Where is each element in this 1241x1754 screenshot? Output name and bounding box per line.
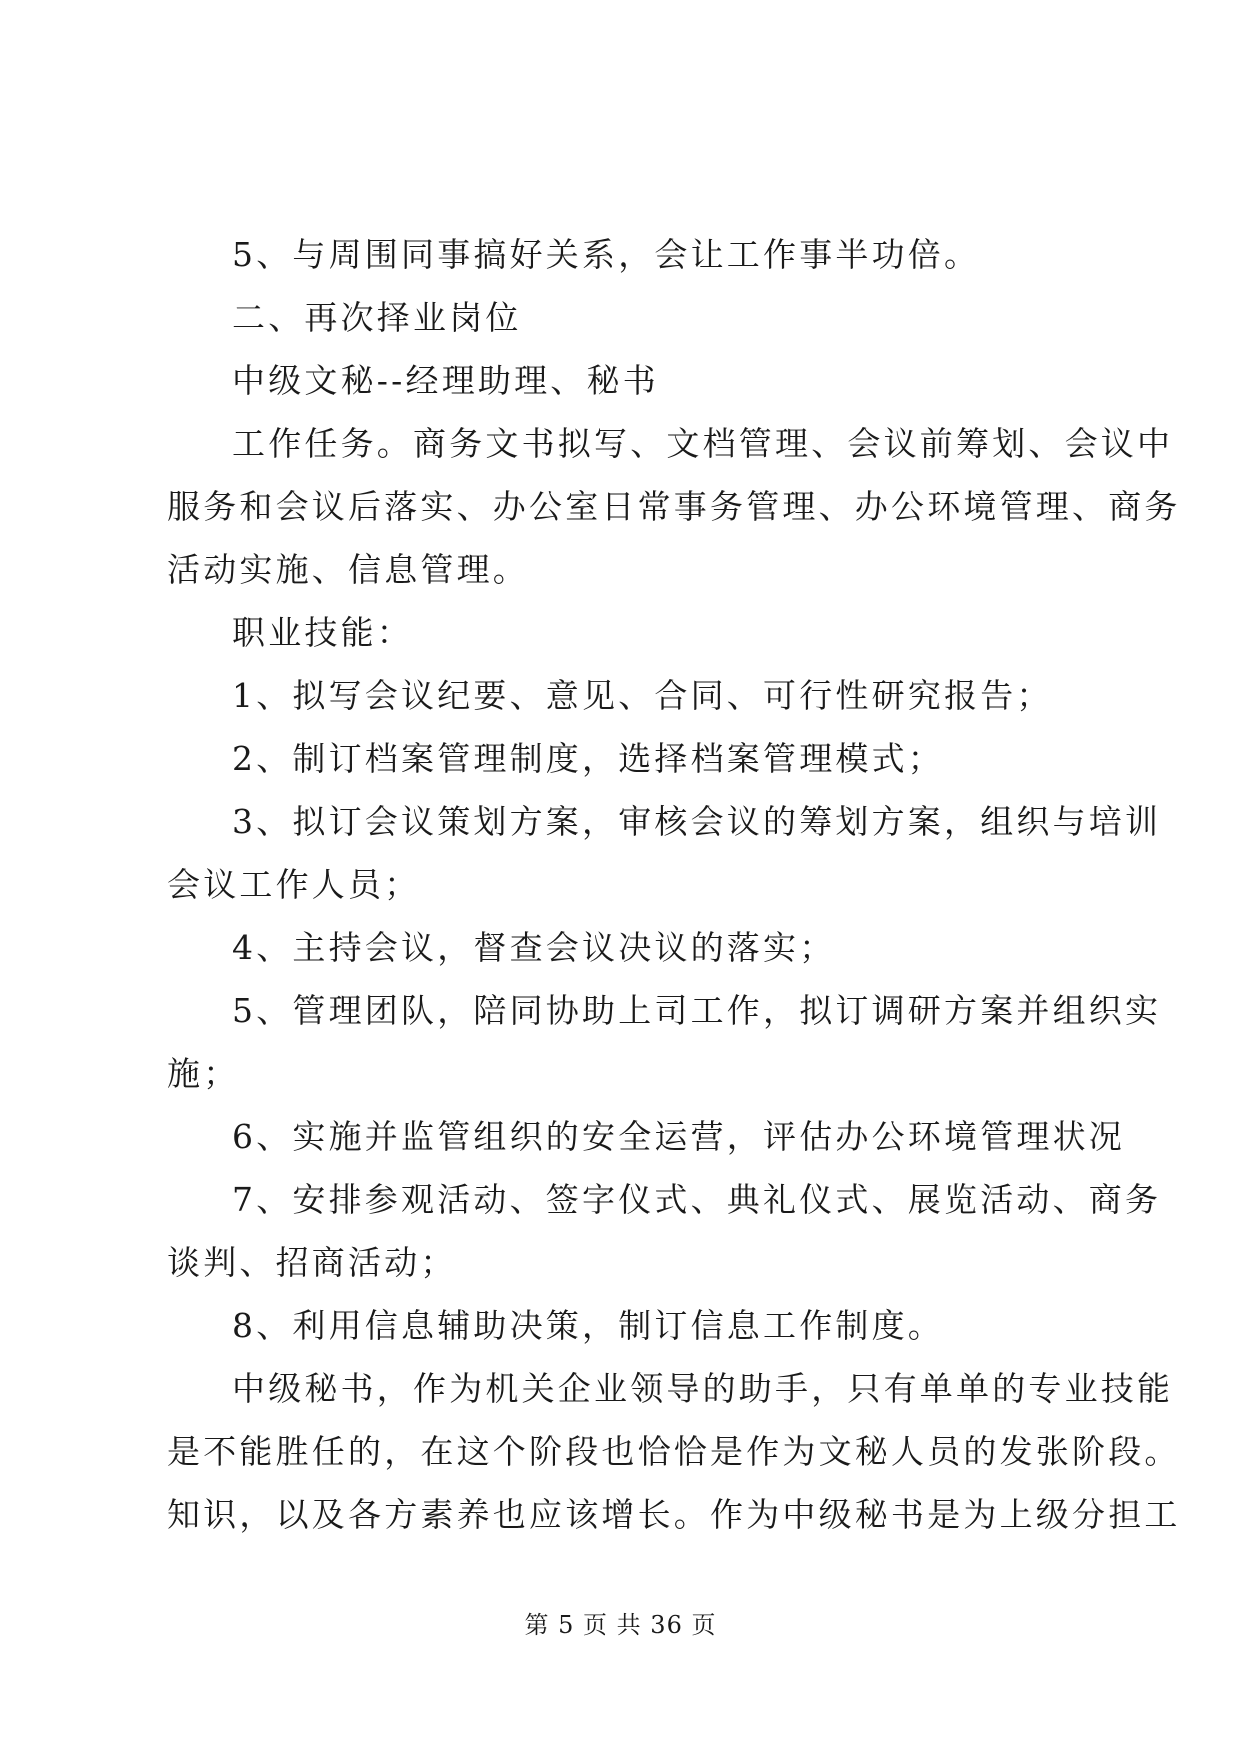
section-heading: 二、再次择业岗位 [232, 298, 522, 337]
text-line: 中级秘书，作为机关企业领导的助手，只有单单的专业技能 [232, 1369, 1174, 1408]
text-line: 5、与周围同事搞好关系，会让工作事半功倍。 [232, 235, 981, 274]
list-item: 7、安排参观活动、签字仪式、典礼仪式、展览活动、商务 [232, 1180, 1162, 1219]
list-item: 6、实施并监管组织的安全运营，评估办公环境管理状况 [232, 1117, 1125, 1156]
text-line: 谈判、招商活动； [167, 1243, 457, 1282]
text-line: 知识，以及各方素养也应该增长。作为中级秘书是为上级分担工 [167, 1495, 1181, 1534]
text-line: 施； [167, 1054, 240, 1093]
text-line: 服务和会议后落实、办公室日常事务管理、办公环境管理、商务 [167, 487, 1181, 526]
list-item: 4、主持会议，督查会议决议的落实； [232, 928, 836, 967]
text-line: 活动实施、信息管理。 [167, 550, 529, 589]
page-number-footer: 第 5 页 共 36 页 [524, 1611, 717, 1639]
list-item: 2、制订档案管理制度，选择档案管理模式； [232, 739, 944, 778]
list-item: 1、拟写会议纪要、意见、合同、可行性研究报告； [232, 676, 1053, 715]
text-line: 职业技能： [232, 613, 413, 652]
text-line: 会议工作人员； [167, 865, 421, 904]
text-line: 工作任务。商务文书拟写、文档管理、会议前筹划、会议中 [232, 424, 1174, 463]
text-line: 中级文秘--经理助理、秘书 [232, 361, 659, 400]
list-item: 5、管理团队，陪同协助上司工作，拟订调研方案并组织实 [232, 991, 1162, 1030]
text-line: 是不能胜任的，在这个阶段也恰恰是作为文秘人员的发张阶段。 [167, 1432, 1181, 1471]
list-item: 3、拟订会议策划方案，审核会议的筹划方案，组织与培训 [232, 802, 1162, 841]
list-item: 8、利用信息辅助决策，制订信息工作制度。 [232, 1306, 944, 1345]
